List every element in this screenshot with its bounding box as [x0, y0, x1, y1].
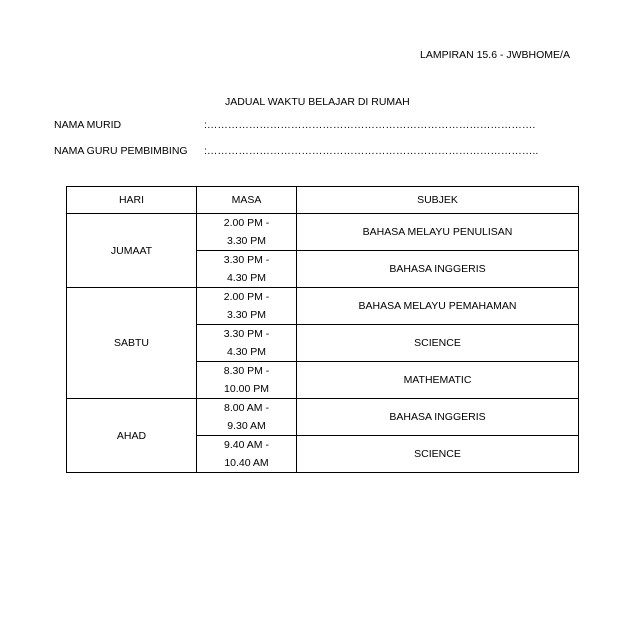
- subject-cell: BAHASA MELAYU PEMAHAMAN: [297, 288, 579, 325]
- time-cell: 8.00 AM - 9.30 AM: [197, 399, 297, 436]
- subject-cell: BAHASA MELAYU PENULISAN: [297, 214, 579, 251]
- time-cell: 3.30 PM - 4.30 PM: [197, 251, 297, 288]
- nama-guru-field: [54, 145, 538, 157]
- table-row: [67, 399, 579, 436]
- time-cell: 2.00 PM - 3.30 PM: [197, 288, 297, 325]
- table-row: [67, 214, 579, 251]
- nama-murid-field: [54, 119, 535, 131]
- time-cell: 2.00 PM - 3.30 PM: [197, 214, 297, 251]
- day-cell: SABTU: [67, 288, 197, 399]
- subject-cell: SCIENCE: [297, 436, 579, 473]
- header-masa: MASA: [197, 187, 297, 214]
- day-cell: AHAD: [67, 399, 197, 473]
- lampiran-reference: LAMPIRAN 15.6 - JWBHOME/A: [420, 49, 570, 61]
- document-title: JADUAL WAKTU BELAJAR DI RUMAH: [225, 96, 410, 108]
- subject-cell: MATHEMATIC: [297, 362, 579, 399]
- time-cell: 3.30 PM - 4.30 PM: [197, 325, 297, 362]
- timetable: [66, 186, 579, 473]
- header-hari: HARI: [67, 187, 197, 214]
- time-cell: 8.30 PM - 10.00 PM: [197, 362, 297, 399]
- time-cell: 9.40 AM - 10.40 AM: [197, 436, 297, 473]
- day-cell: JUMAAT: [67, 214, 197, 288]
- nama-guru-blank: :…………………………………………………………………………………..: [204, 145, 539, 157]
- nama-guru-label: NAMA GURU PEMBIMBING: [54, 145, 188, 157]
- subject-cell: BAHASA INGGERIS: [297, 399, 579, 436]
- nama-murid-label: NAMA MURID: [54, 119, 122, 131]
- subject-cell: SCIENCE: [297, 325, 579, 362]
- table-row: [67, 288, 579, 325]
- timetable-header-row: [67, 187, 579, 214]
- nama-murid-blank: :………………………………………………………………………………….: [204, 119, 536, 131]
- header-subjek: SUBJEK: [297, 187, 579, 214]
- subject-cell: BAHASA INGGERIS: [297, 251, 579, 288]
